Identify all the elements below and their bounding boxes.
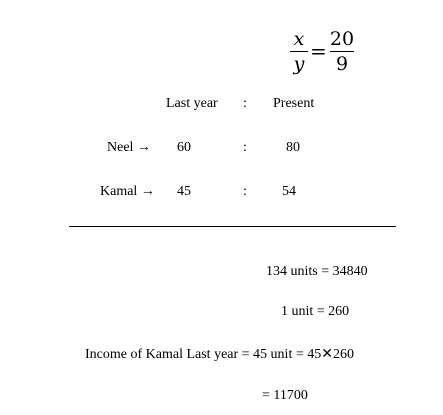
row-last-kamal: 45 bbox=[177, 184, 191, 199]
fraction-bar bbox=[330, 51, 354, 52]
row-name-neel: Neel → bbox=[107, 140, 151, 155]
fraction-bar bbox=[290, 51, 308, 52]
fraction-numerator: 20 bbox=[329, 28, 355, 50]
fraction-x-over-y bbox=[290, 30, 308, 74]
row-present-neel: 80 bbox=[286, 140, 300, 155]
fraction-denominator: 9 bbox=[335, 53, 349, 75]
row-present-kamal: 54 bbox=[282, 184, 296, 199]
fraction-numerator: x bbox=[293, 28, 305, 50]
equals-sign: = bbox=[310, 39, 327, 63]
header-present: Present bbox=[273, 96, 315, 111]
solution-line-result: = 11700 bbox=[262, 388, 308, 403]
fraction-20-over-9 bbox=[330, 30, 354, 74]
row-separator-neel: : bbox=[243, 140, 247, 155]
solution-line-income: Income of Kamal Last year = 45 unit = 45✕260 bbox=[85, 347, 354, 362]
row-separator-kamal: : bbox=[243, 184, 247, 199]
fraction-denominator: y bbox=[293, 53, 305, 75]
solution-line-one-unit: 1 unit = 260 bbox=[281, 304, 350, 319]
header-separator: : bbox=[243, 96, 247, 111]
row-last-neel: 60 bbox=[177, 140, 191, 155]
solution-line-units: 134 units = 34840 bbox=[266, 264, 368, 279]
divider-line bbox=[69, 226, 396, 227]
header-last-year: Last year bbox=[166, 96, 218, 111]
row-name-kamal: Kamal → bbox=[100, 184, 155, 199]
